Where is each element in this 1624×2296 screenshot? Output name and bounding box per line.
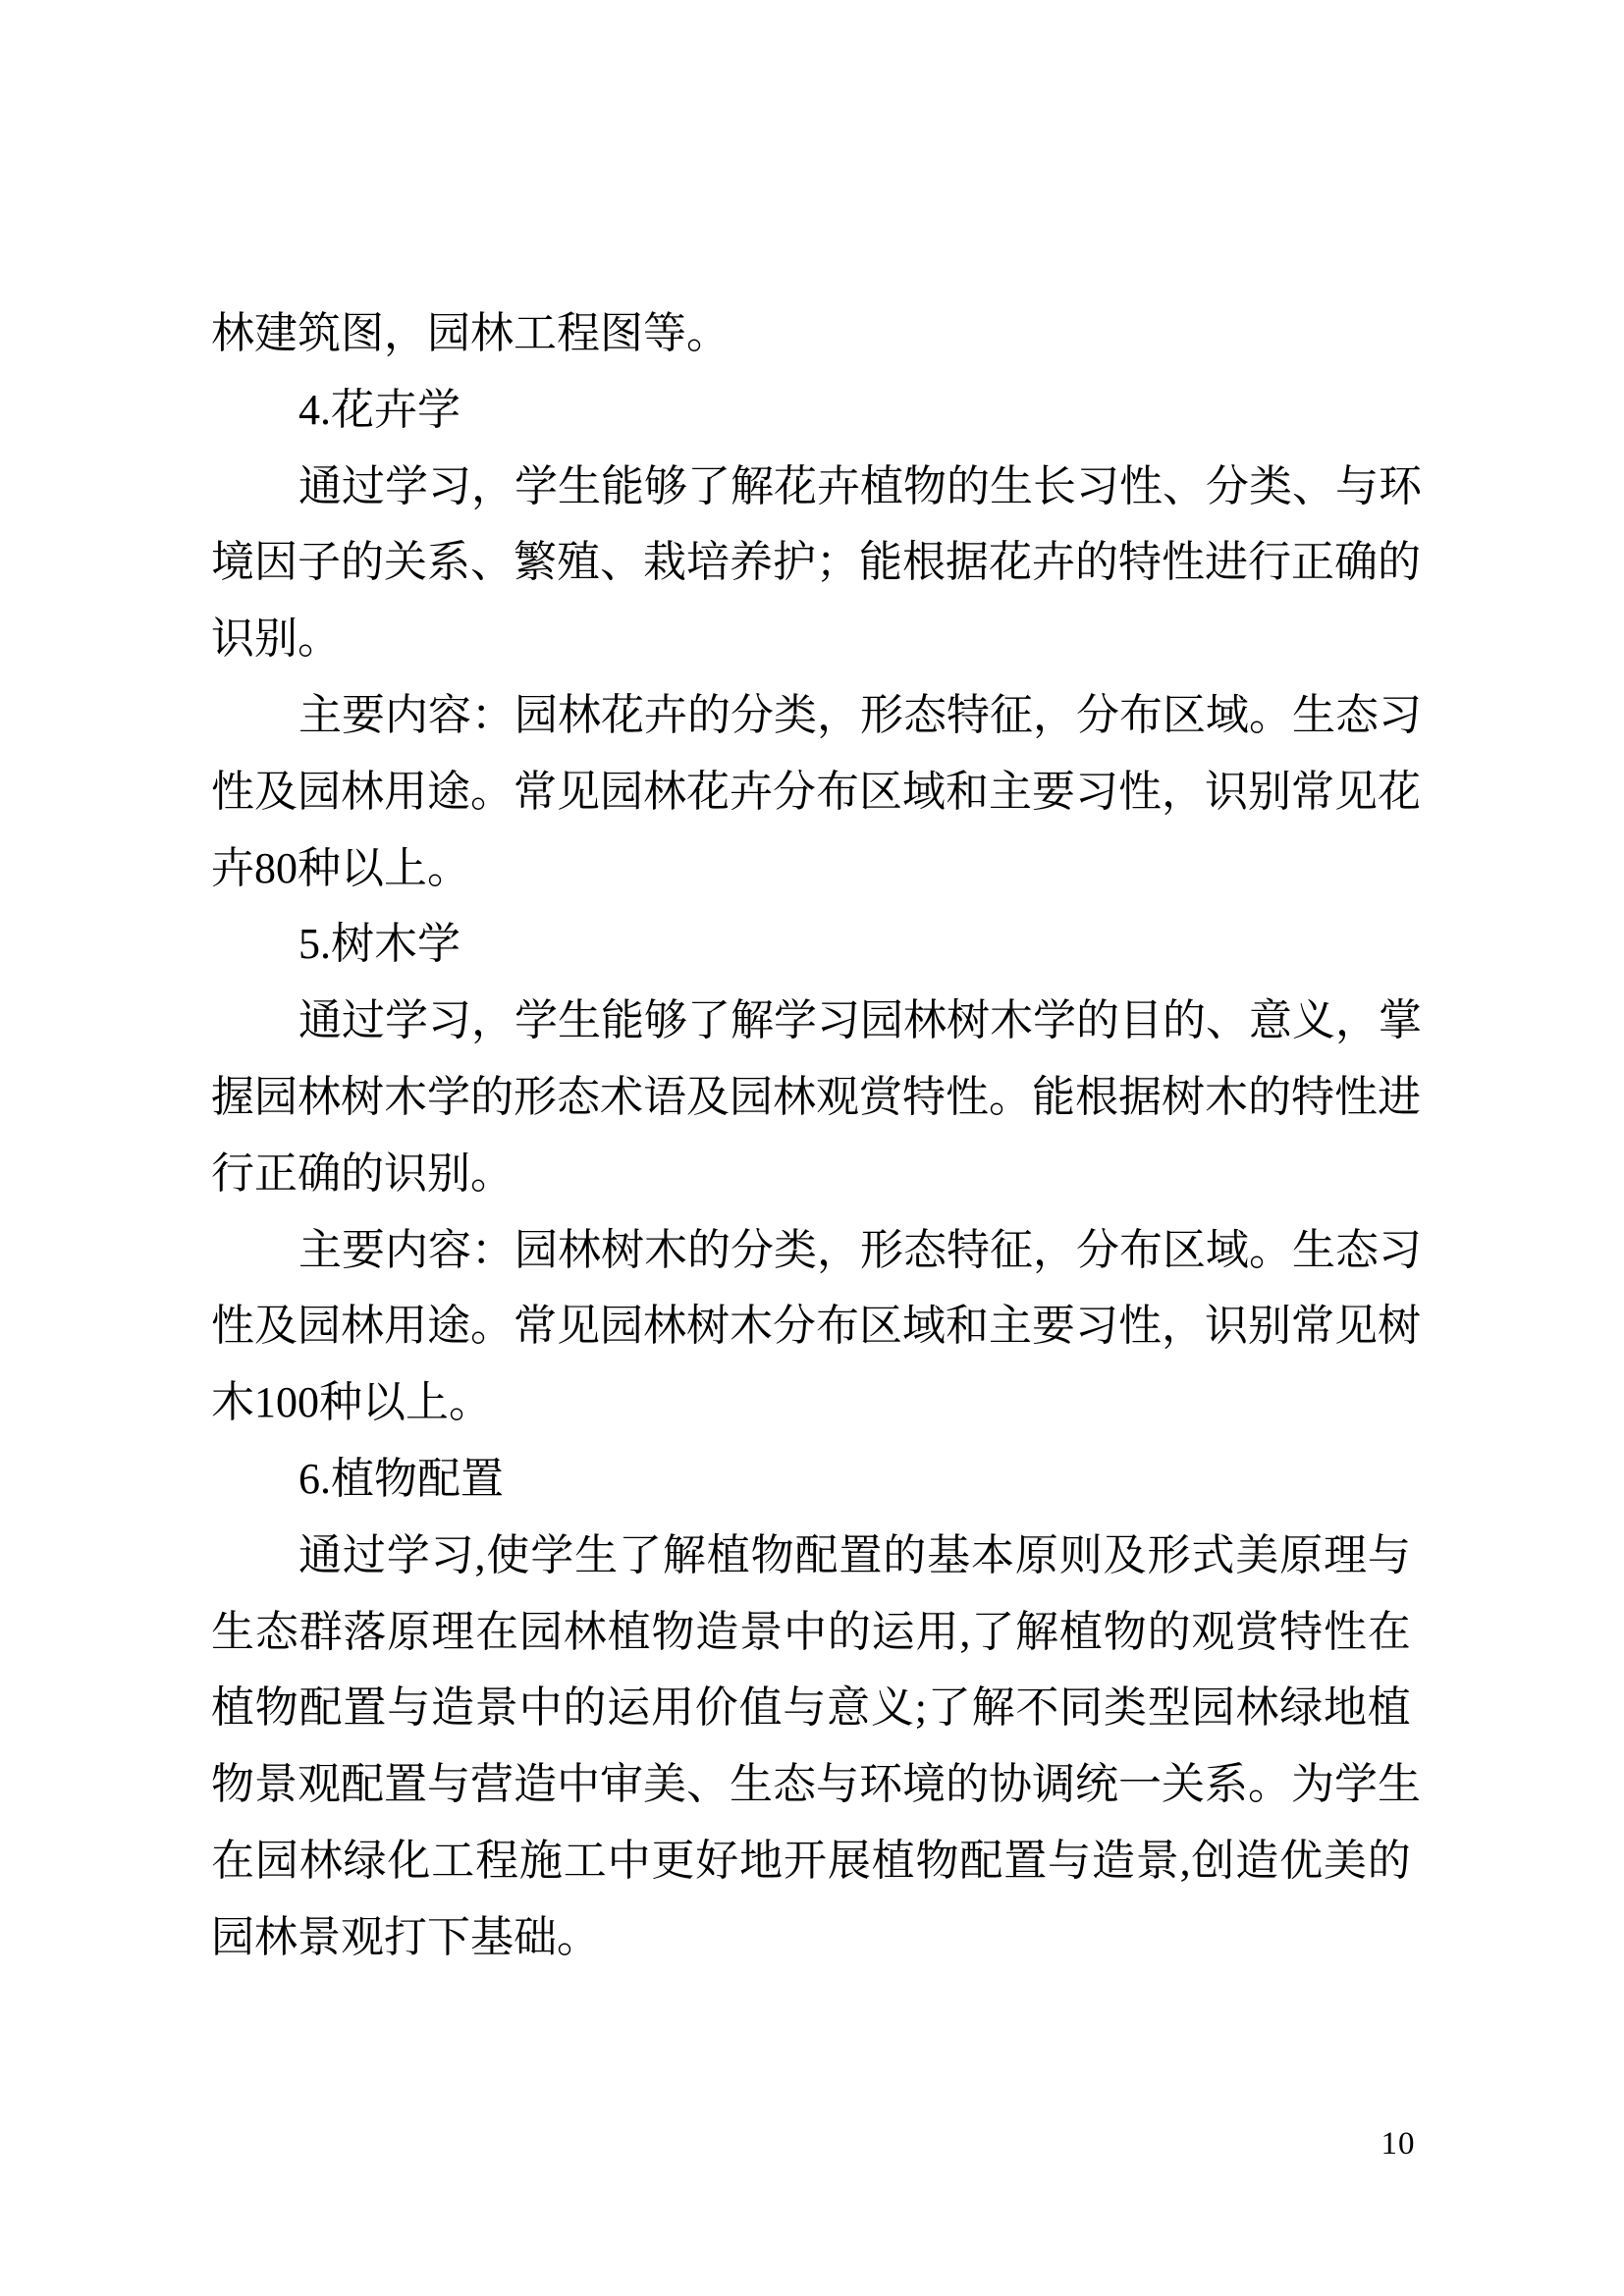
- text-line: 园林景观打下基础。: [211, 1912, 600, 1961]
- text-line: 4.花卉学: [298, 385, 460, 434]
- text-line: 物 景 观 配 置 与 营 造 中 审 美 、 生 态 与 环 境 的 协 调 统 一 关 系 。 为 学 生: [211, 1760, 1421, 1809]
- document-body: [211, 295, 1422, 1976]
- paragraph: [211, 906, 1411, 983]
- paragraph: [211, 295, 1411, 372]
- text-line: 行正确的识别。: [211, 1148, 514, 1198]
- paragraph: [211, 372, 1411, 449]
- text-line: 通 过 学 习 ， 学 生 能 够 了 解 学 习 园 林 树 木 学 的 目 的 、 意 义 ， 掌: [298, 996, 1422, 1045]
- paragraph: [211, 449, 1422, 677]
- text-line: 6.植物配置: [298, 1454, 504, 1503]
- paragraph: [211, 1212, 1422, 1441]
- text-line: 握 园 林 树 木 学 的 形 态 术 语 及 园 林 观 赏 特 性 。 能 根 据 树 木 的 特 性 进: [211, 1072, 1421, 1121]
- text-line: 性 及 园 林 用 途 。 常 见 园 林 花 卉 分 布 区 域 和 主 要 习 性 ， 识 别 常 见 花: [211, 767, 1421, 816]
- text-line: 卉80种以上。: [211, 843, 470, 892]
- text-line: 境 因 子 的 关 系 、 繁 殖 、 栽 培 养 护 ； 能 根 据 花 卉 的 特 性 进 行 正 确 的: [211, 538, 1421, 587]
- text-line: 植 物 配 置 与 造 景 中 的 运 用 价 值 与 意 义 ; 了 解 不 同 类 型 园 林 绿 地 植: [211, 1683, 1411, 1733]
- page-number: 10: [1380, 2126, 1416, 2162]
- text-line: 主 要 内 容 ： 园 林 花 卉 的 分 类 ， 形 态 特 征 ， 分 布 区 域 。 生 态 习: [298, 690, 1422, 739]
- text-line: 林建筑图，园林工程图等。: [211, 309, 730, 357]
- paragraph: [211, 1441, 1411, 1518]
- text-line: 在 园 林 绿 化 工 程 施 工 中 更 好 地 开 展 植 物 配 置 与 造 景 , 创 造 优 美 的: [211, 1836, 1411, 1885]
- text-line: 生 态 群 落 原 理 在 园 林 植 物 造 景 中 的 运 用 , 了 解 植 物 的 观 赏 特 性 在: [211, 1607, 1411, 1656]
- paragraph: [211, 983, 1422, 1211]
- paragraph: [211, 1518, 1421, 1976]
- text-line: 5.树木学: [298, 920, 460, 969]
- text-line: 木100种以上。: [211, 1378, 492, 1427]
- text-line: 识别。: [211, 614, 341, 664]
- text-line: 通 过 学 习 , 使 学 生 了 解 植 物 配 置 的 基 本 原 则 及 形 式 美 原 理 与: [298, 1530, 1411, 1579]
- text-line: 主 要 内 容 ： 园 林 树 木 的 分 类 ， 形 态 特 征 ， 分 布 区 域 。 生 态 习: [298, 1225, 1422, 1274]
- text-line: 性 及 园 林 用 途 。 常 见 园 林 树 木 分 布 区 域 和 主 要 习 性 ， 识 别 常 见 树: [211, 1302, 1421, 1351]
- paragraph: [211, 677, 1422, 906]
- text-line: 通 过 学 习 ， 学 生 能 够 了 解 花 卉 植 物 的 生 长 习 性 、 分 类 、 与 环: [298, 461, 1422, 510]
